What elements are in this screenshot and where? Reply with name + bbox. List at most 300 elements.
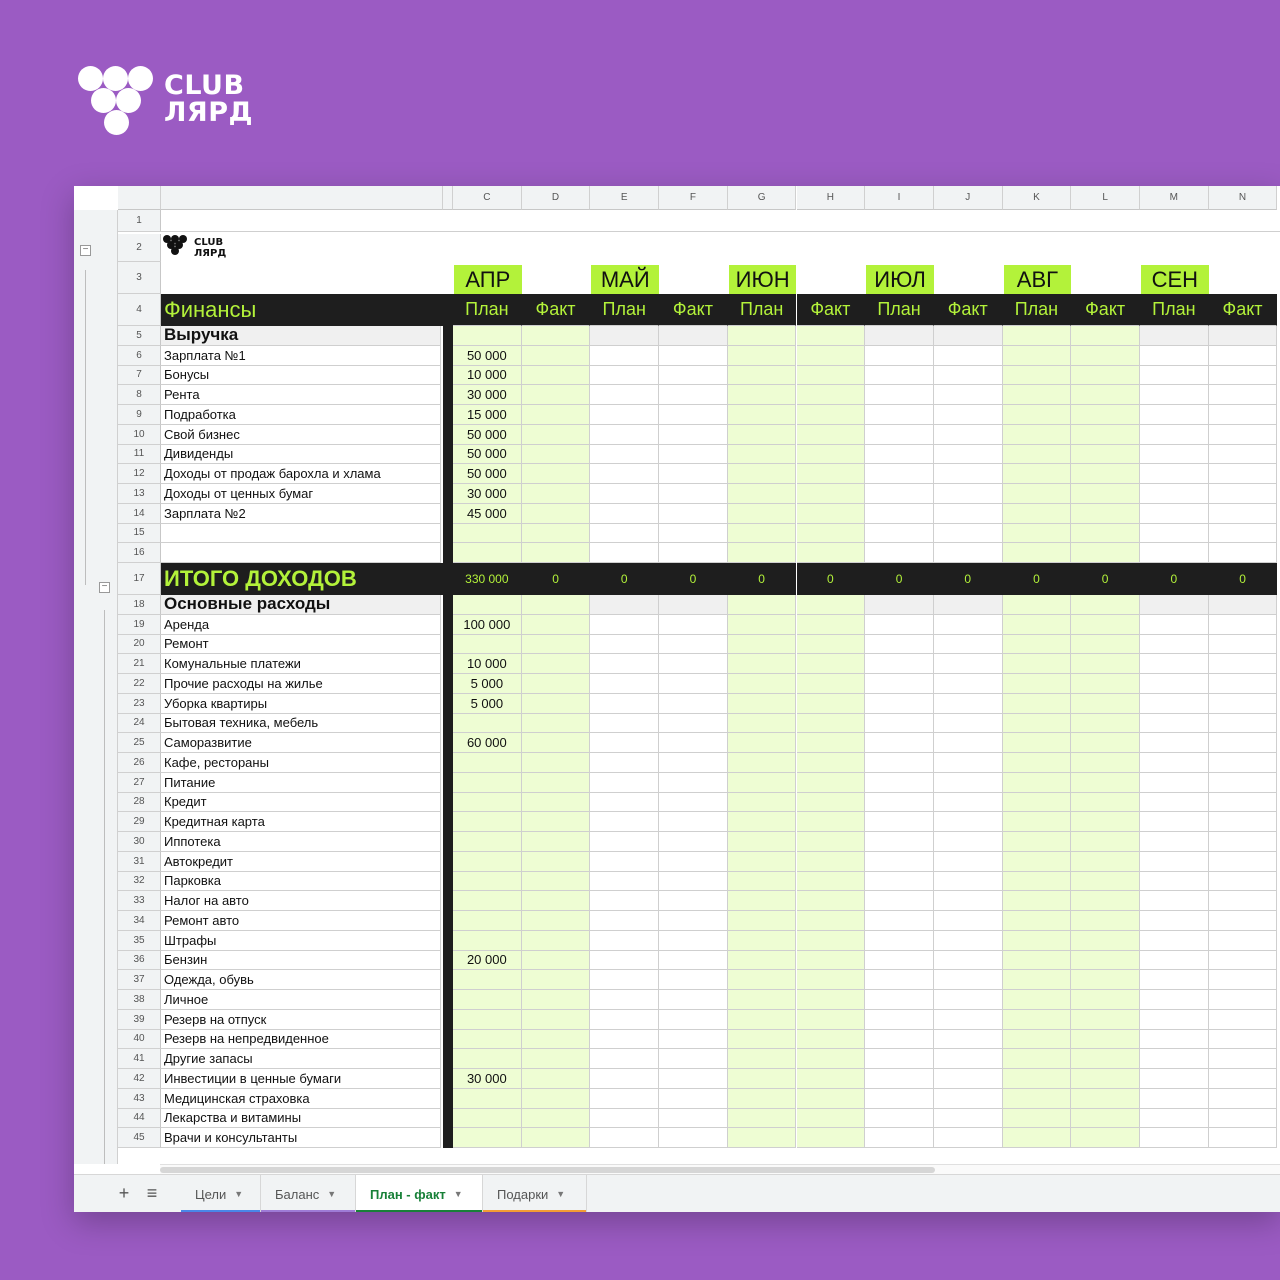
data-cell[interactable] <box>1140 524 1209 544</box>
data-cell[interactable] <box>453 1030 522 1050</box>
data-cell[interactable] <box>590 654 659 674</box>
data-cell[interactable] <box>865 504 934 524</box>
data-cell[interactable] <box>659 911 728 931</box>
row-header[interactable]: 37 <box>118 970 161 990</box>
data-cell[interactable] <box>453 543 522 563</box>
data-cell[interactable] <box>865 543 934 563</box>
data-cell[interactable] <box>865 595 934 615</box>
data-cell[interactable] <box>1003 773 1072 793</box>
data-cell[interactable] <box>522 753 591 773</box>
data-cell[interactable] <box>728 346 797 366</box>
data-cell[interactable] <box>1209 1010 1278 1030</box>
data-cell[interactable] <box>797 911 866 931</box>
data-cell[interactable] <box>659 832 728 852</box>
data-cell[interactable] <box>522 812 591 832</box>
data-cell[interactable] <box>934 346 1003 366</box>
data-cell[interactable]: 20 000 <box>453 951 522 971</box>
data-cell[interactable] <box>797 931 866 951</box>
data-cell[interactable] <box>522 931 591 951</box>
row-header[interactable]: 6 <box>118 346 161 366</box>
data-cell[interactable] <box>1003 714 1072 734</box>
data-cell[interactable] <box>522 733 591 753</box>
data-cell[interactable] <box>522 714 591 734</box>
row-header[interactable]: 27 <box>118 773 161 793</box>
column-header-M[interactable]: M <box>1140 186 1209 210</box>
data-cell[interactable] <box>522 615 591 635</box>
data-cell[interactable] <box>1209 1069 1278 1089</box>
data-cell[interactable] <box>659 753 728 773</box>
data-cell[interactable]: 5 000 <box>453 694 522 714</box>
data-cell[interactable] <box>1071 1089 1140 1109</box>
data-cell[interactable] <box>1209 524 1278 544</box>
data-cell[interactable] <box>797 951 866 971</box>
data-cell[interactable] <box>728 1030 797 1050</box>
row-header[interactable]: 38 <box>118 990 161 1010</box>
data-cell[interactable] <box>797 543 866 563</box>
data-cell[interactable] <box>1140 425 1209 445</box>
data-cell[interactable] <box>453 1128 522 1148</box>
data-cell[interactable] <box>1140 852 1209 872</box>
data-cell[interactable] <box>797 524 866 544</box>
data-cell[interactable] <box>659 812 728 832</box>
data-cell[interactable] <box>865 405 934 425</box>
data-cell[interactable] <box>1003 694 1072 714</box>
data-cell[interactable]: 50 000 <box>453 464 522 484</box>
data-cell[interactable] <box>1071 464 1140 484</box>
data-cell[interactable] <box>865 891 934 911</box>
data-cell[interactable] <box>1140 615 1209 635</box>
column-header-E[interactable]: E <box>590 186 659 210</box>
data-cell[interactable] <box>1209 832 1278 852</box>
data-cell[interactable] <box>522 951 591 971</box>
row-header[interactable]: 26 <box>118 753 161 773</box>
data-cell[interactable] <box>1140 951 1209 971</box>
data-cell[interactable] <box>522 832 591 852</box>
data-cell[interactable] <box>1209 346 1278 366</box>
data-cell[interactable] <box>1140 990 1209 1010</box>
data-cell[interactable] <box>1071 326 1140 346</box>
data-cell[interactable] <box>1071 951 1140 971</box>
data-cell[interactable] <box>1071 1049 1140 1069</box>
chevron-down-icon[interactable]: ▼ <box>556 1189 566 1199</box>
data-cell[interactable] <box>590 773 659 793</box>
data-cell[interactable] <box>1003 1030 1072 1050</box>
data-cell[interactable] <box>728 504 797 524</box>
tab-2[interactable] <box>261 1175 356 1212</box>
row-header[interactable]: 14 <box>118 504 161 524</box>
data-cell[interactable] <box>1140 326 1209 346</box>
data-cell[interactable] <box>590 635 659 655</box>
horizontal-scrollbar[interactable] <box>160 1164 1280 1174</box>
row-header[interactable]: 18 <box>118 595 161 615</box>
data-cell[interactable] <box>934 326 1003 346</box>
data-cell[interactable] <box>797 674 866 694</box>
data-cell[interactable] <box>590 346 659 366</box>
data-cell[interactable] <box>522 654 591 674</box>
data-cell[interactable] <box>1209 615 1278 635</box>
data-cell[interactable] <box>659 524 728 544</box>
data-cell[interactable] <box>934 405 1003 425</box>
data-cell[interactable] <box>865 753 934 773</box>
data-cell[interactable] <box>522 366 591 386</box>
data-cell[interactable] <box>1209 1049 1278 1069</box>
column-header-C[interactable]: C <box>453 186 522 210</box>
data-cell[interactable] <box>797 425 866 445</box>
data-cell[interactable] <box>934 1128 1003 1148</box>
data-cell[interactable] <box>522 891 591 911</box>
data-cell[interactable] <box>1209 694 1278 714</box>
data-cell[interactable] <box>1071 832 1140 852</box>
data-cell[interactable] <box>1209 385 1278 405</box>
column-header-N[interactable]: N <box>1209 186 1278 210</box>
data-cell[interactable] <box>1003 832 1072 852</box>
data-cell[interactable] <box>522 543 591 563</box>
data-cell[interactable] <box>659 635 728 655</box>
data-cell[interactable] <box>453 990 522 1010</box>
data-cell[interactable] <box>865 1109 934 1129</box>
row-header[interactable]: 35 <box>118 931 161 951</box>
data-cell[interactable] <box>865 615 934 635</box>
row-header[interactable]: 10 <box>118 425 161 445</box>
data-cell[interactable] <box>797 595 866 615</box>
data-cell[interactable] <box>865 1089 934 1109</box>
data-cell[interactable] <box>728 464 797 484</box>
data-cell[interactable] <box>659 891 728 911</box>
data-cell[interactable] <box>1003 1128 1072 1148</box>
data-cell[interactable] <box>865 326 934 346</box>
data-cell[interactable] <box>453 1109 522 1129</box>
data-cell[interactable] <box>1140 1109 1209 1129</box>
collapse-group-icon[interactable]: − <box>99 582 110 593</box>
row-header[interactable]: 32 <box>118 872 161 892</box>
data-cell[interactable] <box>1003 385 1072 405</box>
data-cell[interactable] <box>1209 1030 1278 1050</box>
chevron-down-icon[interactable]: ▼ <box>453 1189 463 1199</box>
data-cell[interactable] <box>934 1010 1003 1030</box>
data-cell[interactable] <box>659 484 728 504</box>
data-cell[interactable] <box>590 1010 659 1030</box>
data-cell[interactable] <box>590 674 659 694</box>
data-cell[interactable] <box>865 714 934 734</box>
data-cell[interactable] <box>1209 872 1278 892</box>
data-cell[interactable] <box>453 911 522 931</box>
data-cell[interactable] <box>728 990 797 1010</box>
data-cell[interactable] <box>934 931 1003 951</box>
data-cell[interactable] <box>659 346 728 366</box>
data-cell[interactable] <box>453 872 522 892</box>
data-cell[interactable] <box>1140 793 1209 813</box>
row-header[interactable]: 25 <box>118 733 161 753</box>
data-cell[interactable] <box>865 1049 934 1069</box>
data-cell[interactable] <box>728 366 797 386</box>
data-cell[interactable] <box>1003 812 1072 832</box>
data-cell[interactable] <box>1003 326 1072 346</box>
data-cell[interactable] <box>1071 504 1140 524</box>
data-cell[interactable] <box>590 1128 659 1148</box>
data-cell[interactable] <box>797 405 866 425</box>
data-cell[interactable] <box>865 812 934 832</box>
data-cell[interactable] <box>1209 714 1278 734</box>
data-cell[interactable] <box>865 464 934 484</box>
data-cell[interactable] <box>1071 524 1140 544</box>
data-cell[interactable] <box>522 1010 591 1030</box>
data-cell[interactable] <box>453 970 522 990</box>
data-cell[interactable] <box>728 951 797 971</box>
data-cell[interactable] <box>659 1089 728 1109</box>
data-cell[interactable] <box>1003 931 1072 951</box>
column-header-L[interactable]: L <box>1071 186 1140 210</box>
data-cell[interactable] <box>590 990 659 1010</box>
data-cell[interactable] <box>1140 464 1209 484</box>
data-cell[interactable] <box>1071 872 1140 892</box>
data-cell[interactable]: 5 000 <box>453 674 522 694</box>
row-header[interactable]: 1 <box>118 210 161 232</box>
data-cell[interactable]: 50 000 <box>453 425 522 445</box>
data-cell[interactable] <box>1140 832 1209 852</box>
data-cell[interactable] <box>797 832 866 852</box>
data-cell[interactable] <box>1140 635 1209 655</box>
data-cell[interactable] <box>1209 970 1278 990</box>
data-cell[interactable] <box>934 793 1003 813</box>
data-cell[interactable] <box>865 484 934 504</box>
data-cell[interactable] <box>1140 1010 1209 1030</box>
data-cell[interactable] <box>1003 504 1072 524</box>
data-cell[interactable] <box>1140 385 1209 405</box>
data-cell[interactable] <box>1209 911 1278 931</box>
row-header[interactable]: 13 <box>118 484 161 504</box>
data-cell[interactable] <box>865 445 934 465</box>
select-all-corner[interactable] <box>118 186 161 210</box>
data-cell[interactable] <box>797 812 866 832</box>
data-cell[interactable] <box>590 405 659 425</box>
data-cell[interactable] <box>797 326 866 346</box>
data-cell[interactable] <box>1071 484 1140 504</box>
data-cell[interactable] <box>797 1089 866 1109</box>
data-cell[interactable] <box>797 385 866 405</box>
data-cell[interactable] <box>1003 970 1072 990</box>
row-header[interactable]: 19 <box>118 615 161 635</box>
data-cell[interactable] <box>590 812 659 832</box>
column-header-H[interactable]: H <box>797 186 866 210</box>
data-cell[interactable] <box>934 635 1003 655</box>
data-cell[interactable] <box>934 595 1003 615</box>
data-cell[interactable] <box>1071 654 1140 674</box>
data-cell[interactable] <box>1003 852 1072 872</box>
data-cell[interactable] <box>1140 773 1209 793</box>
data-cell[interactable] <box>590 615 659 635</box>
data-cell[interactable] <box>865 346 934 366</box>
data-cell[interactable]: 100 000 <box>453 615 522 635</box>
data-cell[interactable] <box>934 773 1003 793</box>
data-cell[interactable] <box>522 1030 591 1050</box>
data-cell[interactable] <box>1209 654 1278 674</box>
data-cell[interactable] <box>590 484 659 504</box>
tab-1[interactable] <box>181 1175 261 1212</box>
data-cell[interactable] <box>728 832 797 852</box>
row-header[interactable]: 12 <box>118 464 161 484</box>
data-cell[interactable] <box>1209 326 1278 346</box>
data-cell[interactable] <box>659 595 728 615</box>
data-cell[interactable] <box>659 385 728 405</box>
data-cell[interactable] <box>1140 405 1209 425</box>
data-cell[interactable] <box>659 872 728 892</box>
data-cell[interactable] <box>934 1069 1003 1089</box>
data-cell[interactable] <box>728 1049 797 1069</box>
data-cell[interactable] <box>1140 1049 1209 1069</box>
data-cell[interactable] <box>728 1069 797 1089</box>
data-cell[interactable] <box>659 852 728 872</box>
data-cell[interactable] <box>728 635 797 655</box>
data-cell[interactable] <box>1209 773 1278 793</box>
data-cell[interactable] <box>659 1030 728 1050</box>
data-cell[interactable] <box>1003 635 1072 655</box>
data-cell[interactable] <box>865 385 934 405</box>
data-cell[interactable] <box>590 832 659 852</box>
data-cell[interactable] <box>797 366 866 386</box>
row-header[interactable]: 22 <box>118 674 161 694</box>
column-header-B[interactable] <box>443 186 453 210</box>
data-cell[interactable] <box>590 911 659 931</box>
data-cell[interactable]: 10 000 <box>453 366 522 386</box>
data-cell[interactable] <box>1209 793 1278 813</box>
row-header[interactable]: 9 <box>118 405 161 425</box>
data-cell[interactable] <box>1003 445 1072 465</box>
data-cell[interactable] <box>659 425 728 445</box>
row-header[interactable]: 40 <box>118 1030 161 1050</box>
data-cell[interactable] <box>728 911 797 931</box>
data-cell[interactable] <box>865 852 934 872</box>
data-cell[interactable] <box>1140 872 1209 892</box>
data-cell[interactable] <box>1071 635 1140 655</box>
data-cell[interactable] <box>1209 674 1278 694</box>
data-cell[interactable] <box>934 911 1003 931</box>
data-cell[interactable] <box>590 1089 659 1109</box>
data-cell[interactable] <box>934 543 1003 563</box>
data-cell[interactable] <box>659 674 728 694</box>
data-cell[interactable] <box>1003 1109 1072 1129</box>
data-cell[interactable] <box>590 425 659 445</box>
data-cell[interactable] <box>522 1049 591 1069</box>
data-cell[interactable] <box>797 484 866 504</box>
row-header[interactable]: 7 <box>118 366 161 386</box>
data-cell[interactable] <box>453 773 522 793</box>
data-cell[interactable] <box>1003 753 1072 773</box>
data-cell[interactable] <box>522 911 591 931</box>
data-cell[interactable]: 30 000 <box>453 385 522 405</box>
data-cell[interactable] <box>1209 1128 1278 1148</box>
data-cell[interactable] <box>1071 694 1140 714</box>
data-cell[interactable] <box>590 464 659 484</box>
data-cell[interactable] <box>934 524 1003 544</box>
data-cell[interactable] <box>522 326 591 346</box>
data-cell[interactable] <box>1140 674 1209 694</box>
data-cell[interactable] <box>1071 543 1140 563</box>
data-cell[interactable] <box>865 911 934 931</box>
data-cell[interactable] <box>865 654 934 674</box>
data-cell[interactable] <box>1209 425 1278 445</box>
data-cell[interactable] <box>934 733 1003 753</box>
data-cell[interactable] <box>797 1049 866 1069</box>
data-cell[interactable] <box>1209 753 1278 773</box>
data-cell[interactable] <box>797 891 866 911</box>
data-cell[interactable] <box>934 1030 1003 1050</box>
data-cell[interactable] <box>1140 733 1209 753</box>
column-header-F[interactable]: F <box>659 186 728 210</box>
data-cell[interactable] <box>865 773 934 793</box>
data-cell[interactable] <box>590 524 659 544</box>
row-header[interactable]: 33 <box>118 891 161 911</box>
data-cell[interactable] <box>453 714 522 734</box>
data-cell[interactable] <box>797 1109 866 1129</box>
data-cell[interactable] <box>453 793 522 813</box>
data-cell[interactable] <box>934 615 1003 635</box>
data-cell[interactable] <box>1003 1010 1072 1030</box>
data-cell[interactable] <box>865 872 934 892</box>
data-cell[interactable] <box>797 635 866 655</box>
data-cell[interactable] <box>934 970 1003 990</box>
data-cell[interactable] <box>1209 464 1278 484</box>
data-cell[interactable] <box>453 852 522 872</box>
data-cell[interactable] <box>1140 1128 1209 1148</box>
data-cell[interactable] <box>522 970 591 990</box>
data-cell[interactable] <box>1003 1049 1072 1069</box>
data-cell[interactable] <box>728 445 797 465</box>
data-cell[interactable] <box>590 951 659 971</box>
data-cell[interactable] <box>797 504 866 524</box>
data-cell[interactable] <box>453 931 522 951</box>
row-header[interactable]: 29 <box>118 812 161 832</box>
row-header[interactable]: 45 <box>118 1128 161 1148</box>
row-header[interactable]: 21 <box>118 654 161 674</box>
row-header[interactable]: 20 <box>118 635 161 655</box>
data-cell[interactable] <box>1003 615 1072 635</box>
scrollbar-thumb[interactable] <box>160 1167 935 1173</box>
data-cell[interactable] <box>1071 674 1140 694</box>
data-cell[interactable] <box>728 812 797 832</box>
data-cell[interactable] <box>728 753 797 773</box>
row-header[interactable]: 11 <box>118 445 161 465</box>
row-header[interactable]: 2 <box>118 234 161 262</box>
row-header[interactable]: 17 <box>118 563 161 595</box>
data-cell[interactable] <box>797 793 866 813</box>
data-cell[interactable] <box>728 405 797 425</box>
data-cell[interactable] <box>728 425 797 445</box>
data-cell[interactable] <box>797 464 866 484</box>
data-cell[interactable] <box>865 1030 934 1050</box>
data-cell[interactable] <box>1071 445 1140 465</box>
data-cell[interactable] <box>522 405 591 425</box>
data-cell[interactable] <box>934 753 1003 773</box>
data-cell[interactable] <box>728 852 797 872</box>
data-cell[interactable] <box>1209 1089 1278 1109</box>
data-cell[interactable] <box>1140 911 1209 931</box>
data-cell[interactable]: 50 000 <box>453 346 522 366</box>
data-cell[interactable] <box>1003 990 1072 1010</box>
data-cell[interactable] <box>659 714 728 734</box>
data-cell[interactable] <box>1003 891 1072 911</box>
data-cell[interactable] <box>728 385 797 405</box>
data-cell[interactable] <box>522 524 591 544</box>
data-cell[interactable] <box>1140 714 1209 734</box>
data-cell[interactable] <box>934 674 1003 694</box>
data-cell[interactable] <box>1003 1069 1072 1089</box>
data-cell[interactable] <box>865 990 934 1010</box>
data-cell[interactable] <box>522 793 591 813</box>
data-cell[interactable] <box>590 543 659 563</box>
column-header-J[interactable]: J <box>934 186 1003 210</box>
data-cell[interactable] <box>659 793 728 813</box>
data-cell[interactable] <box>865 1010 934 1030</box>
